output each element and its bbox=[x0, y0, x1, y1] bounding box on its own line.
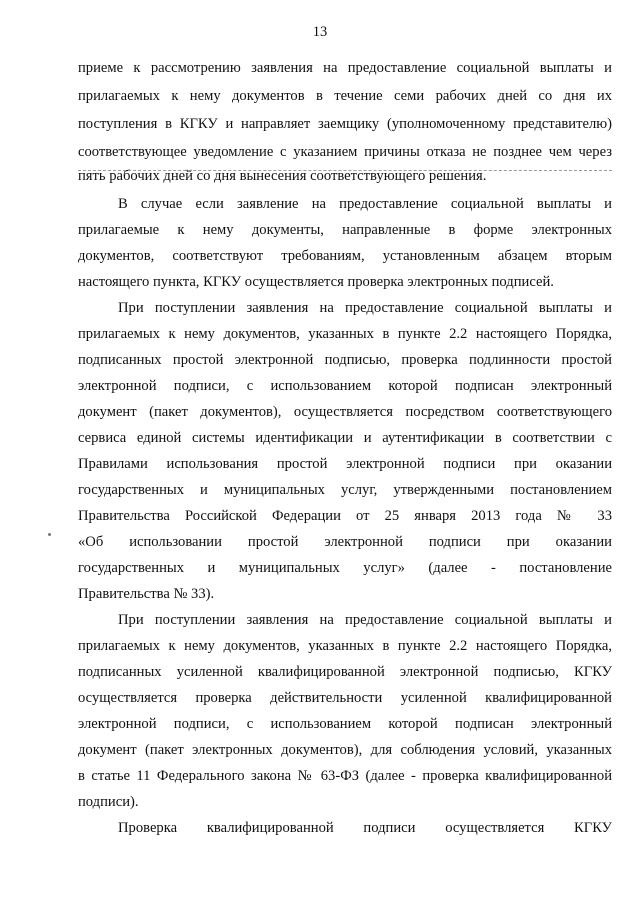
text-line: электронной подписи, с использованием которой подписан электронный bbox=[78, 378, 612, 394]
text-line: сервиса единой системы идентификации и аутентификации в соответствии с bbox=[78, 430, 612, 446]
text-line: прилагаемых к нему документов, указанных в пункте 2.2 настоящего Порядка, bbox=[78, 326, 612, 342]
text-line: настоящего пункта, КГКУ осуществляется проверка электронных подписей. bbox=[78, 274, 554, 290]
text-line: документов, соответствуют требованиям, установленным абзацем вторым bbox=[78, 248, 612, 264]
text-line: подписанных простой электронной подписью, проверка подлинности простой bbox=[78, 352, 612, 368]
text-line: соответствующее уведомление с указанием причины отказа не позднее чем через bbox=[78, 144, 612, 160]
text-line: В случае если заявление на предоставление социальной выплаты и bbox=[118, 196, 612, 212]
scan-artifact-dot bbox=[48, 533, 51, 536]
text-line: государственных и муниципальных услуг, утвержденными постановлением bbox=[78, 482, 612, 498]
text-line: осуществляется проверка действительности усиленной квалифицированной bbox=[78, 690, 612, 706]
text-line: Правительства № 33). bbox=[78, 586, 215, 602]
text-line: прилагаемых к нему документов, указанных в пункте 2.2 настоящего Порядка, bbox=[78, 638, 612, 654]
text-line: документ (пакет документов), осуществляется посредством соответствующего bbox=[78, 404, 612, 420]
text-line: приеме к рассмотрению заявления на предоставление социальной выплаты и bbox=[78, 60, 612, 76]
text-line: государственных и муниципальных услуг» (далее - постановление bbox=[78, 560, 612, 576]
text-line: подписанных усиленной квалифицированной электронной подписью, КГКУ bbox=[78, 664, 612, 680]
text-line: электронной подписи, с использованием которой подписан электронный bbox=[78, 716, 612, 732]
text-line: При поступлении заявления на предоставление социальной выплаты и bbox=[118, 612, 612, 628]
text-line: Проверка квалифицированной подписи осуществляется КГКУ bbox=[118, 820, 612, 836]
text-line: документ (пакет электронных документов), для соблюдения условий, указанных bbox=[78, 742, 612, 758]
text-line: Правилами использования простой электронной подписи при оказании bbox=[78, 456, 612, 472]
text-line: прилагаемые к нему документы, направленные в форме электронных bbox=[78, 222, 612, 238]
text-line: «Об использовании простой электронной подписи при оказании bbox=[78, 534, 612, 550]
scan-artifact-line bbox=[78, 170, 612, 171]
page-number: 13 bbox=[312, 24, 328, 40]
text-line: Правительства Российской Федерации от 25 января 2013 года № 33 bbox=[78, 508, 612, 524]
text-line: пять рабочих дней со дня вынесения соответствующего решения. bbox=[78, 168, 487, 184]
text-line: поступления в КГКУ и направляет заемщику (уполномоченному представителю) bbox=[78, 116, 612, 132]
text-line: При поступлении заявления на предоставление социальной выплаты и bbox=[118, 300, 612, 316]
text-line: подписи). bbox=[78, 794, 139, 810]
text-line: прилагаемых к нему документов в течение семи рабочих дней со дня их bbox=[78, 88, 612, 104]
text-line: в статье 11 Федерального закона № 63-ФЗ (далее - проверка квалифицированной bbox=[78, 768, 612, 784]
